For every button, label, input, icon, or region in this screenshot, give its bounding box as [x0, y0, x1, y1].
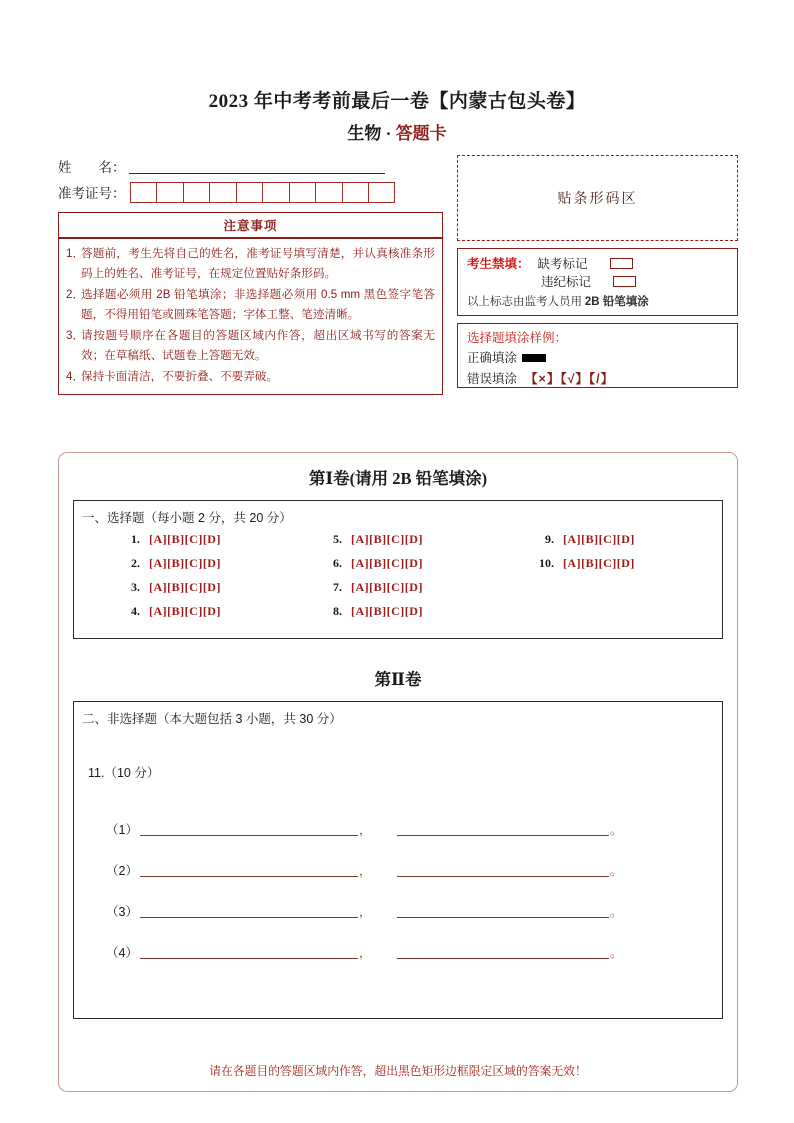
answer-bubbles[interactable]: [A][B][C][D]	[562, 532, 635, 546]
answer-blank-row	[74, 877, 722, 918]
notice-item-number: 4．	[66, 369, 85, 383]
notice-item	[66, 244, 435, 284]
choice-column	[74, 532, 290, 628]
question-number: 3.	[131, 580, 140, 594]
exam-id-digit-box[interactable]	[156, 182, 183, 203]
notice-item	[66, 285, 435, 325]
name-field-row	[58, 155, 443, 177]
answer-bubbles[interactable]: [A][B][C][D]	[149, 604, 221, 618]
exam-id-digit-box[interactable]	[130, 182, 157, 203]
proctor-note-emphasis: 2B 铅笔填涂	[584, 296, 649, 308]
violation-mark-row	[467, 272, 729, 290]
exam-id-digit-box[interactable]	[315, 182, 342, 203]
paper-two-heading: 第Ⅱ卷	[374, 670, 422, 689]
paper-one-heading: 第Ⅰ卷(请用 2B 铅笔填涂)	[308, 469, 488, 488]
answer-bubbles[interactable]: [A][B][C][D]	[149, 556, 221, 570]
exam-id-label: 准考证号：	[58, 186, 126, 201]
answer-blank-row	[74, 795, 722, 836]
notice-item-text: 保持卡面清洁，不要折叠、不要弄破。	[81, 369, 279, 383]
subtitle-separator: ·	[381, 123, 396, 143]
answer-bubbles[interactable]: [A][B][C][D]	[149, 532, 221, 546]
question-number: 9.	[544, 532, 554, 546]
fill-sample-title-row	[467, 328, 729, 348]
choice-row[interactable]	[74, 556, 290, 580]
subject-label: 生物	[347, 123, 382, 143]
question-number: 6.	[332, 556, 342, 570]
answer-bubbles[interactable]: [A][B][C][D]	[350, 580, 423, 594]
choice-row[interactable]	[74, 580, 290, 604]
answer-blank-line[interactable]	[140, 945, 358, 959]
answer-blank-line[interactable]	[397, 863, 609, 877]
fill-sample-title: 选择题填涂样例：	[467, 331, 568, 345]
blank-period: 。	[610, 905, 623, 919]
answer-blank-rows	[74, 781, 722, 959]
choice-row[interactable]	[290, 556, 506, 580]
notice-item-number: 3．	[66, 328, 85, 342]
exam-id-digit-box[interactable]	[209, 182, 236, 203]
notice-item	[66, 326, 435, 366]
choice-column	[506, 532, 722, 628]
violation-mark-checkbox[interactable]	[613, 276, 636, 287]
right-panel	[457, 155, 738, 395]
wrong-fill-label: 错误填涂	[467, 371, 518, 386]
student-info-panel	[58, 155, 443, 395]
blank-period: 。	[610, 823, 623, 837]
blank-index: （3）	[106, 904, 138, 919]
question-number: 10.	[538, 556, 554, 570]
exam-id-digit-box[interactable]	[368, 182, 395, 203]
blank-comma: ，	[359, 823, 372, 837]
blank-index: （1）	[106, 822, 138, 837]
footer-warning-note: 请在各题目的答题区域内作答，超出黑色矩形边框限定区域的答案无效！	[209, 1064, 587, 1078]
name-label: 姓 名：	[58, 160, 126, 175]
blank-comma: ，	[359, 946, 372, 960]
choice-column	[290, 532, 506, 628]
answer-bubbles[interactable]: [A][B][C][D]	[149, 580, 221, 594]
question-number: 2.	[131, 556, 140, 570]
choice-grid	[74, 530, 722, 638]
sheet-type-label: 答题卡	[395, 123, 447, 143]
notice-item-text: 选择题必须用 2B 铅笔填涂；非选择题必须用 0.5 mm 黑色签字笔答题，不得用铅笔或圆珠笔答题；字体工整、笔迹清晰。	[81, 287, 435, 321]
answer-blank-line[interactable]	[140, 863, 358, 877]
fill-sample-box	[457, 323, 738, 388]
notice-title: 注意事项	[59, 213, 442, 239]
choice-row[interactable]	[290, 532, 506, 556]
proctor-marks-title: 考生禁填：	[467, 257, 530, 271]
violation-mark-label: 违纪标记	[541, 275, 592, 289]
answer-bubbles[interactable]: [A][B][C][D]	[350, 556, 423, 570]
answer-blank-line[interactable]	[397, 904, 609, 918]
notice-item-text: 请按题号顺序在各题目的答题区域内作答，超出区域书写的答案无效；在草稿纸、试题卷上答题无效。	[81, 328, 435, 362]
blank-index: （4）	[106, 945, 138, 960]
blank-index: （2）	[106, 863, 138, 878]
absent-mark-checkbox[interactable]	[610, 258, 633, 269]
answer-bubbles[interactable]: [A][B][C][D]	[350, 532, 423, 546]
answer-blank-line[interactable]	[140, 904, 358, 918]
notice-body	[59, 239, 442, 394]
answer-sheet-container	[58, 452, 738, 1092]
multiple-choice-box	[73, 500, 723, 639]
wrong-fill-marks: 【×】【√】【/】	[525, 371, 615, 386]
exam-id-digit-box[interactable]	[342, 182, 369, 203]
question-11-label: 11.（10 分）	[88, 766, 160, 780]
wrong-fill-row	[467, 369, 729, 389]
header-area	[58, 155, 738, 395]
question-number: 1.	[131, 532, 140, 546]
answer-bubbles[interactable]: [A][B][C][D]	[350, 604, 423, 618]
choice-row[interactable]	[74, 532, 290, 556]
blank-comma: ，	[359, 864, 372, 878]
choice-row[interactable]	[506, 532, 722, 556]
notice-item	[66, 367, 435, 387]
free-response-box	[73, 701, 723, 1019]
choice-row[interactable]	[290, 580, 506, 604]
answer-blank-line[interactable]	[397, 822, 609, 836]
proctor-note	[467, 293, 729, 309]
correct-fill-label: 正确填涂	[467, 351, 518, 366]
proctor-marks-box	[457, 248, 738, 316]
page-title-block	[0, 0, 794, 145]
question-number: 7.	[332, 580, 342, 594]
absent-mark-label: 缺考标记	[537, 257, 588, 271]
notice-box	[58, 212, 443, 395]
multiple-choice-section-header: 一、选择题（每小题 2 分，共 20 分）	[82, 511, 292, 525]
exam-id-digit-box[interactable]	[236, 182, 263, 203]
blank-period: 。	[610, 864, 623, 878]
page-subtitle	[0, 122, 794, 146]
answer-blank-line[interactable]	[397, 945, 609, 959]
answer-blank-row	[74, 836, 722, 877]
exam-id-digit-box[interactable]	[183, 182, 210, 203]
question-number: 8.	[332, 604, 342, 618]
notice-item-number: 1．	[66, 247, 85, 260]
exam-id-digit-box[interactable]	[262, 182, 289, 203]
question-number: 5.	[332, 532, 342, 546]
question-number: 4.	[131, 604, 140, 618]
page-title: 2023 年中考考前最后一卷【内蒙古包头卷】	[208, 91, 586, 112]
free-response-section-header: 二、非选择题（本大题包括 3 小题，共 30 分）	[82, 712, 342, 726]
exam-id-boxes[interactable]	[130, 182, 395, 203]
exam-id-field-row	[58, 181, 443, 203]
barcode-area-label: 贴条形码区	[557, 192, 638, 207]
blank-comma: ，	[359, 905, 372, 919]
exam-id-digit-box[interactable]	[289, 182, 316, 203]
choice-row[interactable]	[74, 604, 290, 628]
notice-item-text: 答题前，考生先将自己的姓名，准考证号填写清楚，并认真核准条形码上的姓名、准考证号，在规定位置贴好条形码。	[81, 247, 435, 280]
correct-fill-swatch	[522, 354, 546, 362]
answer-blank-line[interactable]	[140, 822, 358, 836]
proctor-note-prefix: 以上标志由监考人员用	[467, 296, 585, 308]
correct-fill-row	[467, 348, 729, 368]
answer-blank-row	[74, 918, 722, 959]
name-input[interactable]	[129, 159, 386, 174]
choice-row[interactable]	[290, 604, 506, 628]
choice-row[interactable]	[506, 556, 722, 580]
barcode-paste-area	[457, 155, 738, 241]
answer-bubbles[interactable]: [A][B][C][D]	[562, 556, 635, 570]
notice-item-number: 2．	[66, 287, 85, 301]
absent-mark-row	[467, 254, 729, 272]
blank-period: 。	[610, 946, 623, 960]
